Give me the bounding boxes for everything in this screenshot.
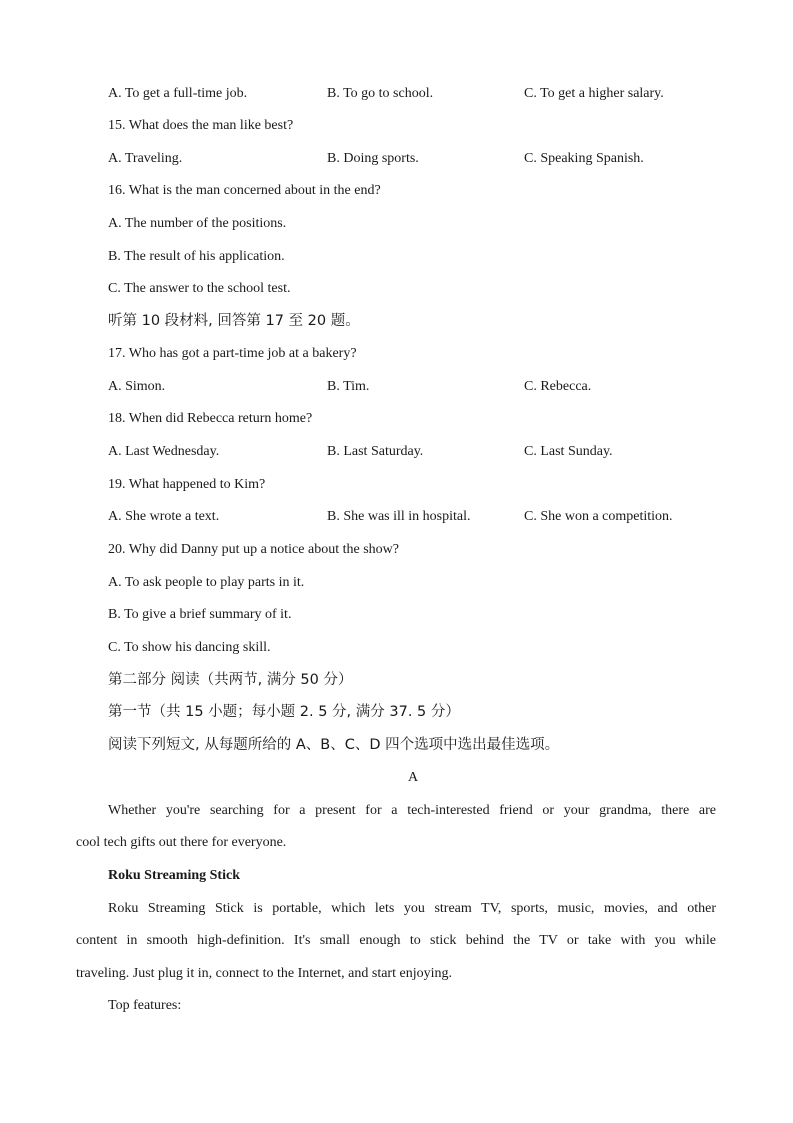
q17-question: 17. Who has got a part-time job at a bakery? (108, 346, 357, 361)
q15-option-c: C. Speaking Spanish. (524, 151, 644, 166)
q19-option-a: A. She wrote a text. (108, 509, 220, 524)
q19-option-b: B. She was ill in hospital. (327, 509, 471, 524)
passage-intro-line-2: cool tech gifts out there for everyone. (76, 835, 287, 850)
q16-option-a: A. The number of the positions. (108, 216, 287, 231)
q16-option-c: C. The answer to the school test. (108, 281, 291, 296)
reading-instructions: 阅读下列短文, 从每题所给的 A、B、C、D 四个选项中选出最佳选项。 (108, 737, 560, 753)
passage-letter: A (408, 770, 419, 785)
section-10-instruction: 听第 10 段材料, 回答第 17 至 20 题。 (108, 313, 360, 329)
product-desc-line-2: content in smooth high-definition. It's small enough to stick behind the TV or take with you while (76, 933, 716, 948)
q20-option-b: B. To give a brief summary of it. (108, 607, 292, 622)
product-desc-line-3: traveling. Just plug it in, connect to the Internet, and start enjoying. (76, 966, 452, 981)
q18-question: 18. When did Rebecca return home? (108, 411, 313, 426)
q15-option-a: A. Traveling. (108, 151, 183, 166)
q14-option-a: A. To get a full-time job. (108, 86, 248, 101)
q17-option-a: A. Simon. (108, 379, 166, 394)
q14-option-c: C. To get a higher salary. (524, 86, 664, 101)
q15-question: 15. What does the man like best? (108, 118, 294, 133)
q20-question: 20. Why did Danny put up a notice about the show? (108, 542, 399, 557)
q18-option-b: B. Last Saturday. (327, 444, 424, 459)
q17-option-c: C. Rebecca. (524, 379, 592, 394)
q14-option-b: B. To go to school. (327, 86, 434, 101)
q18-option-a: A. Last Wednesday. (108, 444, 220, 459)
q16-option-b: B. The result of his application. (108, 249, 285, 264)
product-desc-line-1: Roku Streaming Stick is portable, which lets you stream TV, sports, music, movies, and other (108, 901, 716, 916)
q18-option-c: C. Last Sunday. (524, 444, 613, 459)
passage-intro-line-1: Whether you're searching for a present for a tech-interested friend or your grandma, there are (108, 803, 716, 818)
q19-question: 19. What happened to Kim? (108, 477, 266, 492)
product-title: Roku Streaming Stick (108, 868, 240, 883)
section-one-title: 第一节（共 15 小题；每小题 2. 5 分, 满分 37. 5 分） (108, 704, 460, 720)
top-features-label: Top features: (108, 998, 182, 1013)
q20-option-a: A. To ask people to play parts in it. (108, 575, 305, 590)
q15-option-b: B. Doing sports. (327, 151, 419, 166)
part-two-title: 第二部分 阅读（共两节, 满分 50 分） (108, 672, 353, 688)
q17-option-b: B. Tim. (327, 379, 370, 394)
q19-option-c: C. She won a competition. (524, 509, 673, 524)
q20-option-c: C. To show his dancing skill. (108, 640, 271, 655)
q16-question: 16. What is the man concerned about in the end? (108, 183, 381, 198)
